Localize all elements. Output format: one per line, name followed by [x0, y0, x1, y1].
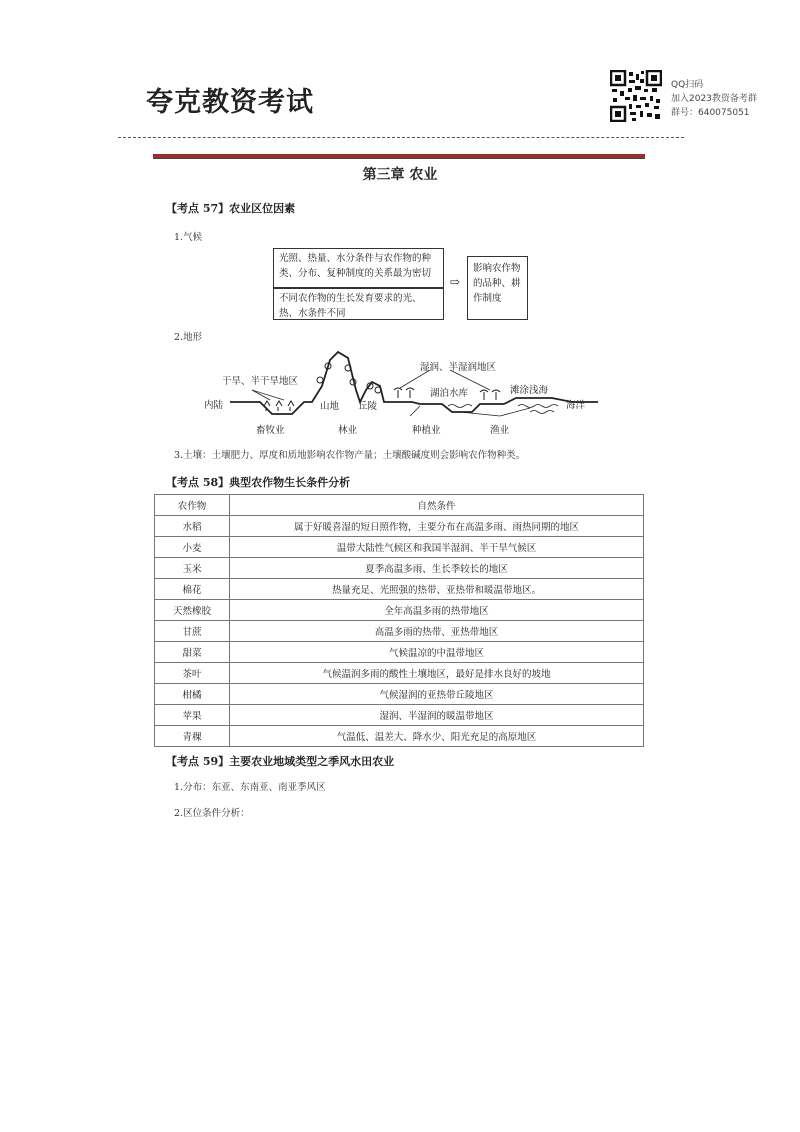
table-row	[155, 516, 644, 537]
climate-label: 1.气候	[174, 232, 203, 243]
crop-name: 苹果	[155, 705, 230, 726]
crop-name: 茶叶	[155, 663, 230, 684]
qr-caption-line: 群号：640075051	[671, 108, 750, 118]
crop-name: 棉花	[155, 579, 230, 600]
table-row	[155, 663, 644, 684]
crop-condition: 气候湿润的亚热带丘陵地区	[230, 684, 644, 705]
crop-name: 甜菜	[155, 642, 230, 663]
table-row	[155, 705, 644, 726]
crop-name: 甘蔗	[155, 621, 230, 642]
crop-name: 天然橡胶	[155, 600, 230, 621]
crop-condition: 气温低、温差大、降水少、阳光充足的高原地区	[230, 726, 644, 747]
diagram-label-planting: 种植业	[412, 425, 441, 436]
diagram-label-fishery: 渔业	[490, 425, 510, 436]
diagram-label-pasture: 畜牧业	[256, 425, 285, 436]
crop-condition: 夏季高温多雨、生长季较长的地区	[230, 558, 644, 579]
terrain-diagram	[200, 346, 600, 440]
crop-name: 玉米	[155, 558, 230, 579]
k58-heading: 【考点 58】典型农作物生长条件分析	[166, 476, 351, 489]
diagram-label-humid: 湿润、半湿润地区	[420, 362, 497, 373]
diagram-label-forestry: 林业	[338, 425, 358, 436]
chapter-title: 第三章 农业	[362, 167, 438, 183]
diagram-label-hills: 丘陵	[358, 401, 378, 412]
diagram-label-beach: 滩涂浅海	[510, 385, 549, 396]
table-row	[155, 684, 644, 705]
crop-condition: 气候温润多雨的酸性土壤地区，最好是排水良好的坡地	[230, 663, 644, 684]
qr-caption-line: QQ扫码	[671, 80, 704, 90]
crop-condition: 湿润、半湿润的暖温带地区	[230, 705, 644, 726]
crop-condition: 全年高温多雨的热带地区	[230, 600, 644, 621]
diagram-label-dry-area: 干旱、半干旱地区	[222, 376, 299, 387]
crop-name: 小麦	[155, 537, 230, 558]
k57-heading: 【考点 57】农业区位因素	[166, 202, 296, 215]
qr-caption-line: 加入2023教资备考群	[671, 94, 757, 104]
soil-note: 3.土壤：土壤肥力、厚度和质地影响农作物产量；土壤酸碱度则会影响农作物种类。	[174, 450, 526, 461]
crop-condition: 气候温凉的中温带地区	[230, 642, 644, 663]
table-row	[155, 726, 644, 747]
terrain-label: 2.地形	[174, 332, 203, 343]
right-arrow-icon: ⇨	[450, 275, 461, 289]
climate-box-effect: 影响农作物的品种、耕作制度	[467, 256, 528, 320]
k59-distribution: 1.分布：东亚、东南亚、南亚季风区	[174, 782, 326, 793]
diagram-label-inland: 内陆	[204, 400, 224, 411]
k59-analysis: 2.区位条件分析：	[174, 808, 250, 819]
table-row	[155, 621, 644, 642]
crop-name: 青稞	[155, 726, 230, 747]
table-row	[155, 558, 644, 579]
qr-code-icon	[610, 70, 662, 122]
table-row	[155, 642, 644, 663]
k59-heading: 【考点 59】主要农业地域类型之季风水田农业	[166, 755, 395, 768]
diagram-label-mountain: 山地	[320, 401, 340, 412]
column-header-crop: 农作物	[155, 495, 230, 516]
column-header-conditions: 自然条件	[230, 495, 644, 516]
crop-condition: 热量充足、光照强的热带、亚热带和暖温带地区。	[230, 579, 644, 600]
header-dashed-divider	[118, 137, 684, 138]
crop-conditions-table	[154, 494, 644, 747]
climate-box-difference: 不同农作物的生长发育要求的光、热、水条件不同	[273, 288, 444, 320]
crop-name: 柑橘	[155, 684, 230, 705]
crop-condition: 高温多雨的热带、亚热带地区	[230, 621, 644, 642]
table-row	[155, 579, 644, 600]
table-row	[155, 600, 644, 621]
crop-name: 水稻	[155, 516, 230, 537]
crop-condition: 属于好暖喜湿的短日照作物，主要分布在高温多雨、雨热同期的地区	[230, 516, 644, 537]
table-row	[155, 537, 644, 558]
diagram-label-ocean: 海洋	[566, 400, 586, 411]
brand-logo-text: 夸克教资考试	[146, 87, 314, 118]
diagram-label-lake: 湖泊水库	[430, 388, 469, 399]
qr-caption	[671, 78, 757, 120]
table-header-row	[155, 495, 644, 516]
climate-box-relation: 光照、热量、水分条件与农作物的种类、分布、复种制度的关系最为密切	[273, 248, 444, 288]
crop-condition: 温带大陆性气候区和我国半湿润、半干旱气候区	[230, 537, 644, 558]
accent-rule	[153, 154, 645, 159]
